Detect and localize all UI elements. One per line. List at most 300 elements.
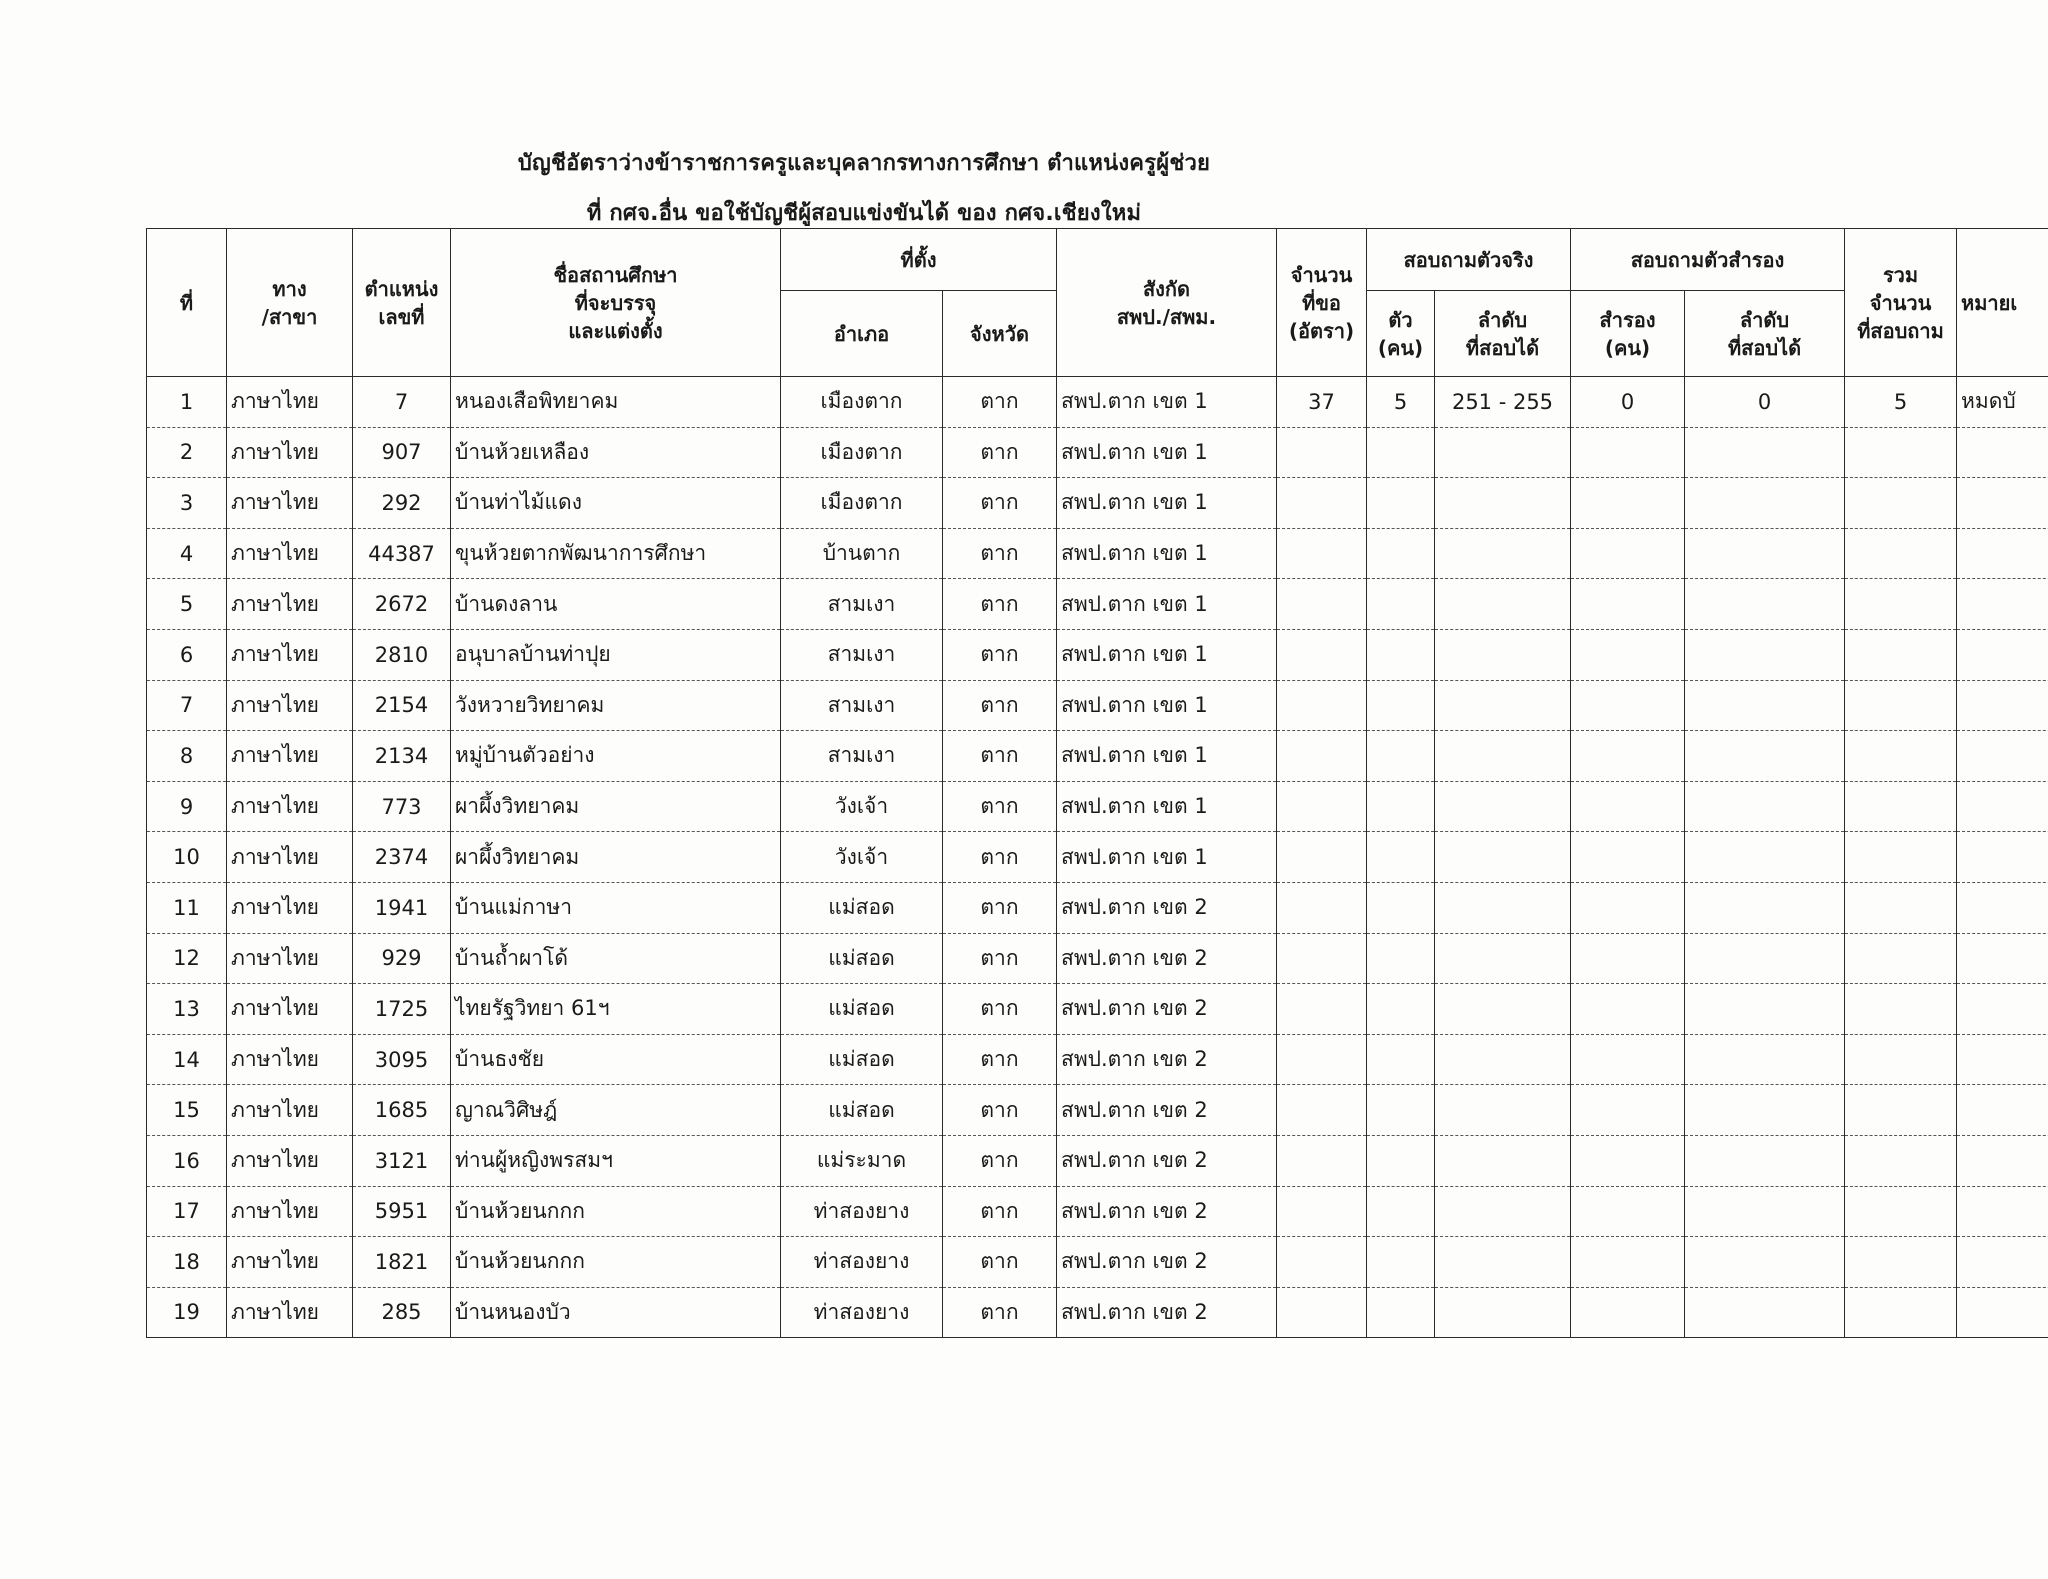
cell-reserve-rank xyxy=(1685,1034,1845,1085)
cell-school-name: อนุบาลบ้านท่าปุย xyxy=(451,629,781,680)
cell-affiliation: สพป.ตาก เขต 1 xyxy=(1057,832,1277,883)
cell-reserve-rank xyxy=(1685,629,1845,680)
cell-branch: ภาษาไทย xyxy=(227,528,353,579)
cell-district: แม่สอด xyxy=(781,882,943,933)
cell-affiliation: สพป.ตาก เขต 1 xyxy=(1057,528,1277,579)
cell-school-name: บ้านห้วยเหลือง xyxy=(451,427,781,478)
cell-total xyxy=(1845,1186,1957,1237)
cell-real-count xyxy=(1367,1287,1435,1338)
cell-reserve-rank xyxy=(1685,1085,1845,1136)
cell-reserve-count xyxy=(1571,528,1685,579)
cell-request-count xyxy=(1277,1237,1367,1288)
cell-reserve-count xyxy=(1571,680,1685,731)
cell-no: 3 xyxy=(147,478,227,529)
cell-affiliation: สพป.ตาก เขต 2 xyxy=(1057,933,1277,984)
cell-no: 11 xyxy=(147,882,227,933)
cell-no: 4 xyxy=(147,528,227,579)
cell-real-count xyxy=(1367,629,1435,680)
table-row xyxy=(147,1034,2048,1085)
cell-province: ตาก xyxy=(943,528,1057,579)
cell-reserve-rank xyxy=(1685,731,1845,782)
cell-school-name: ญาณวิศิษฎ์ xyxy=(451,1085,781,1136)
cell-remark: หมดบั xyxy=(1957,377,2048,428)
cell-reserve-count xyxy=(1571,933,1685,984)
cell-real-count xyxy=(1367,832,1435,883)
cell-school-name: ผาผึ้งวิทยาคม xyxy=(451,781,781,832)
cell-reserve-rank xyxy=(1685,882,1845,933)
cell-no: 9 xyxy=(147,781,227,832)
cell-branch: ภาษาไทย xyxy=(227,984,353,1035)
cell-position-number: 1685 xyxy=(353,1085,451,1136)
table-row xyxy=(147,933,2048,984)
cell-school-name: บ้านท่าไม้แดง xyxy=(451,478,781,529)
cell-real-count: 5 xyxy=(1367,377,1435,428)
cell-remark xyxy=(1957,579,2048,630)
document-title: บัญชีอัตราว่างข้าราชการครูและบุคลากรทางการศึกษา ตำแหน่งครูผู้ช่วย xyxy=(517,151,1211,176)
cell-branch: ภาษาไทย xyxy=(227,1186,353,1237)
header-branch: ทาง /สาขา xyxy=(227,229,353,377)
header-request-count: จำนวน ที่ขอ (อัตรา) xyxy=(1277,229,1367,377)
cell-reserve-rank xyxy=(1685,478,1845,529)
cell-no: 12 xyxy=(147,933,227,984)
cell-no: 18 xyxy=(147,1237,227,1288)
header-province: จังหวัด xyxy=(943,291,1057,377)
cell-real-rank xyxy=(1435,832,1571,883)
header-no: ที่ xyxy=(147,229,227,377)
header-affiliation: สังกัด สพป./สพม. xyxy=(1057,229,1277,377)
cell-branch: ภาษาไทย xyxy=(227,1237,353,1288)
cell-branch: ภาษาไทย xyxy=(227,832,353,883)
table-row xyxy=(147,882,2048,933)
cell-request-count xyxy=(1277,731,1367,782)
table-row xyxy=(147,781,2048,832)
cell-branch: ภาษาไทย xyxy=(227,781,353,832)
cell-reserve-count xyxy=(1571,1186,1685,1237)
cell-real-count xyxy=(1367,1135,1435,1186)
cell-school-name: บ้านถ้ำผาโด้ xyxy=(451,933,781,984)
cell-request-count: 37 xyxy=(1277,377,1367,428)
cell-total xyxy=(1845,1034,1957,1085)
cell-total xyxy=(1845,984,1957,1035)
cell-position-number: 773 xyxy=(353,781,451,832)
cell-real-count xyxy=(1367,882,1435,933)
cell-district: ท่าสองยาง xyxy=(781,1186,943,1237)
cell-position-number: 3095 xyxy=(353,1034,451,1085)
cell-position-number: 44387 xyxy=(353,528,451,579)
cell-province: ตาก xyxy=(943,629,1057,680)
cell-no: 13 xyxy=(147,984,227,1035)
cell-position-number: 2810 xyxy=(353,629,451,680)
cell-remark xyxy=(1957,528,2048,579)
cell-position-number: 3121 xyxy=(353,1135,451,1186)
cell-real-count xyxy=(1367,1085,1435,1136)
cell-no: 17 xyxy=(147,1186,227,1237)
cell-district: วังเจ้า xyxy=(781,832,943,883)
table-row xyxy=(147,832,2048,883)
cell-province: ตาก xyxy=(943,882,1057,933)
cell-school-name: บ้านธงชัย xyxy=(451,1034,781,1085)
table-row xyxy=(147,427,2048,478)
cell-real-count xyxy=(1367,933,1435,984)
cell-branch: ภาษาไทย xyxy=(227,680,353,731)
cell-real-count xyxy=(1367,680,1435,731)
cell-total xyxy=(1845,579,1957,630)
cell-province: ตาก xyxy=(943,478,1057,529)
table-row xyxy=(147,1085,2048,1136)
cell-affiliation: สพป.ตาก เขต 2 xyxy=(1057,1186,1277,1237)
cell-position-number: 2374 xyxy=(353,832,451,883)
cell-real-count xyxy=(1367,731,1435,782)
table-row xyxy=(147,1186,2048,1237)
cell-district: เมืองตาก xyxy=(781,377,943,428)
cell-branch: ภาษาไทย xyxy=(227,933,353,984)
cell-no: 7 xyxy=(147,680,227,731)
cell-real-count xyxy=(1367,478,1435,529)
cell-district: สามเงา xyxy=(781,680,943,731)
cell-remark xyxy=(1957,680,2048,731)
cell-total xyxy=(1845,1237,1957,1288)
table-row xyxy=(147,528,2048,579)
cell-remark xyxy=(1957,1186,2048,1237)
cell-request-count xyxy=(1277,1186,1367,1237)
cell-school-name: บ้านห้วยนกกก xyxy=(451,1186,781,1237)
cell-province: ตาก xyxy=(943,781,1057,832)
table-header xyxy=(147,229,2048,377)
cell-total xyxy=(1845,882,1957,933)
cell-request-count xyxy=(1277,832,1367,883)
cell-request-count xyxy=(1277,933,1367,984)
cell-real-count xyxy=(1367,1237,1435,1288)
cell-request-count xyxy=(1277,427,1367,478)
cell-position-number: 285 xyxy=(353,1287,451,1338)
cell-reserve-rank xyxy=(1685,1287,1845,1338)
cell-real-rank xyxy=(1435,629,1571,680)
cell-total xyxy=(1845,1085,1957,1136)
cell-no: 16 xyxy=(147,1135,227,1186)
cell-affiliation: สพป.ตาก เขต 2 xyxy=(1057,984,1277,1035)
cell-affiliation: สพป.ตาก เขต 1 xyxy=(1057,427,1277,478)
table-row xyxy=(147,1237,2048,1288)
cell-request-count xyxy=(1277,1034,1367,1085)
cell-real-count xyxy=(1367,579,1435,630)
cell-no: 19 xyxy=(147,1287,227,1338)
cell-reserve-count xyxy=(1571,731,1685,782)
cell-district: แม่สอด xyxy=(781,1085,943,1136)
cell-affiliation: สพป.ตาก เขต 2 xyxy=(1057,1287,1277,1338)
cell-reserve-count xyxy=(1571,1237,1685,1288)
cell-real-rank xyxy=(1435,933,1571,984)
cell-real-count xyxy=(1367,427,1435,478)
cell-real-rank xyxy=(1435,1237,1571,1288)
cell-province: ตาก xyxy=(943,1034,1057,1085)
cell-reserve-rank xyxy=(1685,832,1845,883)
header-remark: หมายเ xyxy=(1957,229,2048,377)
cell-school-name: ขุนห้วยตากพัฒนาการศึกษา xyxy=(451,528,781,579)
cell-branch: ภาษาไทย xyxy=(227,629,353,680)
cell-request-count xyxy=(1277,1085,1367,1136)
cell-district: แม่ระมาด xyxy=(781,1135,943,1186)
cell-request-count xyxy=(1277,882,1367,933)
cell-province: ตาก xyxy=(943,427,1057,478)
cell-reserve-count xyxy=(1571,882,1685,933)
cell-reserve-rank: 0 xyxy=(1685,377,1845,428)
cell-province: ตาก xyxy=(943,1135,1057,1186)
cell-school-name: บ้านหนองบัว xyxy=(451,1287,781,1338)
header-real-rank: ลำดับ ที่สอบได้ xyxy=(1435,291,1571,377)
cell-position-number: 2134 xyxy=(353,731,451,782)
cell-remark xyxy=(1957,478,2048,529)
cell-branch: ภาษาไทย xyxy=(227,579,353,630)
cell-affiliation: สพป.ตาก เขต 2 xyxy=(1057,1034,1277,1085)
cell-province: ตาก xyxy=(943,1287,1057,1338)
cell-reserve-rank xyxy=(1685,528,1845,579)
cell-remark xyxy=(1957,781,2048,832)
cell-remark xyxy=(1957,933,2048,984)
cell-district: สามเงา xyxy=(781,579,943,630)
cell-request-count xyxy=(1277,528,1367,579)
cell-total xyxy=(1845,629,1957,680)
cell-total xyxy=(1845,1287,1957,1338)
cell-total xyxy=(1845,933,1957,984)
cell-position-number: 1821 xyxy=(353,1237,451,1288)
cell-position-number: 5951 xyxy=(353,1186,451,1237)
cell-branch: ภาษาไทย xyxy=(227,1034,353,1085)
cell-request-count xyxy=(1277,984,1367,1035)
cell-real-rank xyxy=(1435,427,1571,478)
cell-real-rank xyxy=(1435,781,1571,832)
cell-district: เมืองตาก xyxy=(781,478,943,529)
header-total: รวม จำนวน ที่สอบถาม xyxy=(1845,229,1957,377)
cell-affiliation: สพป.ตาก เขต 1 xyxy=(1057,377,1277,428)
cell-total xyxy=(1845,781,1957,832)
cell-position-number: 292 xyxy=(353,478,451,529)
cell-district: สามเงา xyxy=(781,731,943,782)
cell-position-number: 1725 xyxy=(353,984,451,1035)
cell-district: แม่สอด xyxy=(781,1034,943,1085)
cell-remark xyxy=(1957,1135,2048,1186)
header-real-count: ตัว (คน) xyxy=(1367,291,1435,377)
cell-province: ตาก xyxy=(943,984,1057,1035)
cell-affiliation: สพป.ตาก เขต 2 xyxy=(1057,1237,1277,1288)
cell-request-count xyxy=(1277,1135,1367,1186)
cell-branch: ภาษาไทย xyxy=(227,377,353,428)
cell-no: 5 xyxy=(147,579,227,630)
cell-reserve-count: 0 xyxy=(1571,377,1685,428)
cell-real-rank xyxy=(1435,882,1571,933)
cell-request-count xyxy=(1277,478,1367,529)
cell-no: 14 xyxy=(147,1034,227,1085)
cell-no: 15 xyxy=(147,1085,227,1136)
cell-real-rank: 251 - 255 xyxy=(1435,377,1571,428)
cell-request-count xyxy=(1277,781,1367,832)
cell-district: แม่สอด xyxy=(781,984,943,1035)
cell-reserve-count xyxy=(1571,832,1685,883)
cell-no: 2 xyxy=(147,427,227,478)
cell-province: ตาก xyxy=(943,377,1057,428)
cell-real-count xyxy=(1367,984,1435,1035)
cell-real-rank xyxy=(1435,478,1571,529)
cell-school-name: หนองเสือพิทยาคม xyxy=(451,377,781,428)
cell-reserve-rank xyxy=(1685,933,1845,984)
header-school-name: ชื่อสถานศึกษา ที่จะบรรจุ และแต่งตั้ง xyxy=(451,229,781,377)
cell-remark xyxy=(1957,832,2048,883)
header-district: อำเภอ xyxy=(781,291,943,377)
cell-position-number: 907 xyxy=(353,427,451,478)
cell-reserve-count xyxy=(1571,427,1685,478)
table-row xyxy=(147,478,2048,529)
cell-no: 1 xyxy=(147,377,227,428)
cell-reserve-count xyxy=(1571,1135,1685,1186)
cell-position-number: 1941 xyxy=(353,882,451,933)
cell-request-count xyxy=(1277,579,1367,630)
cell-total xyxy=(1845,832,1957,883)
cell-school-name: บ้านห้วยนกกก xyxy=(451,1237,781,1288)
table-row xyxy=(147,680,2048,731)
cell-reserve-rank xyxy=(1685,1186,1845,1237)
cell-real-rank xyxy=(1435,731,1571,782)
cell-affiliation: สพป.ตาก เขต 2 xyxy=(1057,1135,1277,1186)
cell-real-count xyxy=(1367,1186,1435,1237)
cell-real-rank xyxy=(1435,984,1571,1035)
cell-total xyxy=(1845,528,1957,579)
cell-request-count xyxy=(1277,680,1367,731)
cell-branch: ภาษาไทย xyxy=(227,478,353,529)
cell-province: ตาก xyxy=(943,933,1057,984)
cell-affiliation: สพป.ตาก เขต 1 xyxy=(1057,781,1277,832)
cell-branch: ภาษาไทย xyxy=(227,427,353,478)
table-row xyxy=(147,629,2048,680)
cell-reserve-count xyxy=(1571,629,1685,680)
header-position-number: ตำแหน่ง เลขที่ xyxy=(353,229,451,377)
cell-branch: ภาษาไทย xyxy=(227,1287,353,1338)
cell-province: ตาก xyxy=(943,1186,1057,1237)
table-row xyxy=(147,377,2048,428)
cell-reserve-count xyxy=(1571,984,1685,1035)
vacancy-table xyxy=(146,228,2048,1338)
cell-affiliation: สพป.ตาก เขต 1 xyxy=(1057,629,1277,680)
cell-reserve-count xyxy=(1571,579,1685,630)
cell-school-name: ท่านผู้หญิงพรสมฯ xyxy=(451,1135,781,1186)
cell-branch: ภาษาไทย xyxy=(227,731,353,782)
table-row xyxy=(147,984,2048,1035)
cell-school-name: หมู่บ้านตัวอย่าง xyxy=(451,731,781,782)
cell-district: เมืองตาก xyxy=(781,427,943,478)
cell-remark xyxy=(1957,427,2048,478)
cell-school-name: บ้านแม่กาษา xyxy=(451,882,781,933)
cell-remark xyxy=(1957,1034,2048,1085)
cell-affiliation: สพป.ตาก เขต 2 xyxy=(1057,1085,1277,1136)
header-reserve-count: สำรอง (คน) xyxy=(1571,291,1685,377)
cell-total xyxy=(1845,478,1957,529)
cell-real-rank xyxy=(1435,1135,1571,1186)
cell-district: สามเงา xyxy=(781,629,943,680)
cell-total: 5 xyxy=(1845,377,1957,428)
cell-reserve-count xyxy=(1571,1287,1685,1338)
cell-no: 6 xyxy=(147,629,227,680)
table-row xyxy=(147,731,2048,782)
cell-position-number: 929 xyxy=(353,933,451,984)
cell-reserve-count xyxy=(1571,1034,1685,1085)
cell-affiliation: สพป.ตาก เขต 1 xyxy=(1057,680,1277,731)
cell-position-number: 2672 xyxy=(353,579,451,630)
table-row xyxy=(147,579,2048,630)
cell-real-rank xyxy=(1435,1287,1571,1338)
cell-district: บ้านตาก xyxy=(781,528,943,579)
cell-province: ตาก xyxy=(943,731,1057,782)
cell-remark xyxy=(1957,1287,2048,1338)
cell-district: ท่าสองยาง xyxy=(781,1237,943,1288)
cell-real-count xyxy=(1367,781,1435,832)
cell-reserve-rank xyxy=(1685,984,1845,1035)
cell-real-count xyxy=(1367,1034,1435,1085)
cell-remark xyxy=(1957,984,2048,1035)
cell-school-name: บ้านดงลาน xyxy=(451,579,781,630)
cell-request-count xyxy=(1277,629,1367,680)
cell-reserve-rank xyxy=(1685,1135,1845,1186)
cell-district: วังเจ้า xyxy=(781,781,943,832)
cell-total xyxy=(1845,731,1957,782)
cell-affiliation: สพป.ตาก เขต 1 xyxy=(1057,478,1277,529)
cell-district: ท่าสองยาง xyxy=(781,1287,943,1338)
cell-remark xyxy=(1957,1085,2048,1136)
cell-reserve-rank xyxy=(1685,680,1845,731)
cell-position-number: 2154 xyxy=(353,680,451,731)
table-row xyxy=(147,1287,2048,1338)
cell-real-rank xyxy=(1435,579,1571,630)
cell-request-count xyxy=(1277,1287,1367,1338)
cell-position-number: 7 xyxy=(353,377,451,428)
header-reserve-rank: ลำดับ ที่สอบได้ xyxy=(1685,291,1845,377)
cell-school-name: ไทยรัฐวิทยา 61ฯ xyxy=(451,984,781,1035)
cell-remark xyxy=(1957,1237,2048,1288)
cell-affiliation: สพป.ตาก เขต 2 xyxy=(1057,882,1277,933)
cell-province: ตาก xyxy=(943,579,1057,630)
cell-real-rank xyxy=(1435,1085,1571,1136)
cell-reserve-count xyxy=(1571,1085,1685,1136)
cell-branch: ภาษาไทย xyxy=(227,1135,353,1186)
cell-remark xyxy=(1957,882,2048,933)
cell-real-count xyxy=(1367,528,1435,579)
cell-no: 10 xyxy=(147,832,227,883)
cell-province: ตาก xyxy=(943,1237,1057,1288)
cell-province: ตาก xyxy=(943,1085,1057,1136)
cell-province: ตาก xyxy=(943,832,1057,883)
cell-reserve-rank xyxy=(1685,781,1845,832)
cell-branch: ภาษาไทย xyxy=(227,1085,353,1136)
cell-school-name: ผาผึ้งวิทยาคม xyxy=(451,832,781,883)
cell-total xyxy=(1845,680,1957,731)
cell-reserve-rank xyxy=(1685,579,1845,630)
cell-no: 8 xyxy=(147,731,227,782)
cell-reserve-count xyxy=(1571,781,1685,832)
document-subtitle: ที่ กศจ.อื่น ขอใช้บัญชีผู้สอบแข่งขันได้ ของ กศจ.เชียงใหม่ xyxy=(586,201,1142,226)
header-location: ที่ตั้ง xyxy=(781,229,1057,291)
cell-district: แม่สอด xyxy=(781,933,943,984)
header-real-exam: สอบถามตัวจริง xyxy=(1367,229,1571,291)
cell-remark xyxy=(1957,629,2048,680)
cell-real-rank xyxy=(1435,528,1571,579)
table-row xyxy=(147,1135,2048,1186)
cell-branch: ภาษาไทย xyxy=(227,882,353,933)
table-body xyxy=(147,377,2048,1338)
cell-reserve-rank xyxy=(1685,427,1845,478)
cell-reserve-rank xyxy=(1685,1237,1845,1288)
cell-remark xyxy=(1957,731,2048,782)
cell-school-name: วังหวายวิทยาคม xyxy=(451,680,781,731)
header-reserve-exam: สอบถามตัวสำรอง xyxy=(1571,229,1845,291)
cell-affiliation: สพป.ตาก เขต 1 xyxy=(1057,731,1277,782)
cell-reserve-count xyxy=(1571,478,1685,529)
